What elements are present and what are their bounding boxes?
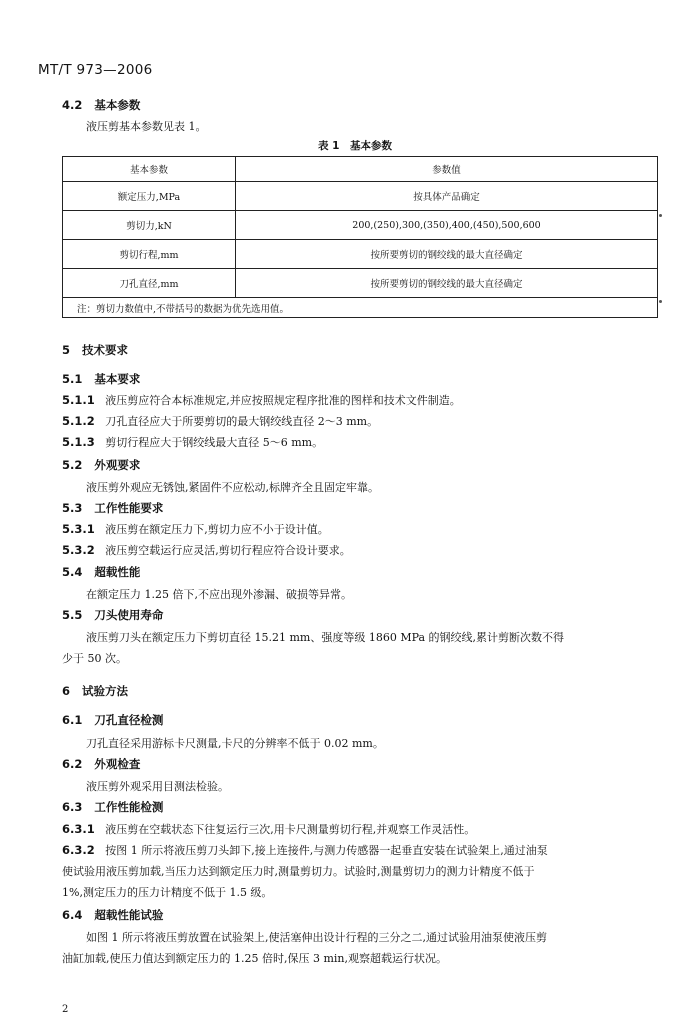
section-title: 超载性能试验 [94,908,164,922]
table-header-cell: 基本参数 [63,157,236,182]
section-6-2-text: 液压剪外观采用目测法检验。 [86,780,229,793]
clause-number: 6.3.1 [62,822,95,836]
table-cell: 剪切行程,mm [63,240,236,269]
clause-text: 剪切行程应大于钢绞线最大直径 5～6 mm。 [105,436,324,449]
table-header-cell: 参数值 [236,157,658,182]
table-cell: 刀孔直径,mm [63,269,236,298]
section-number: 5.4 [62,565,83,579]
clause-5-3-2 [62,542,351,558]
section-number: 6.2 [62,757,83,771]
table-note: 注：剪切力数值中,不带括号的数据为优先选用值。 [63,298,658,318]
section-number: 5.1 [62,372,83,386]
section-number: 5.5 [62,608,83,622]
section-4-2-heading [62,97,140,113]
table-row [63,269,658,298]
clause-6-3-2-line2: 使试验用液压剪加载,当压力达到额定压力时,测量剪切力。试验时,测量剪切力的测力计精度不低于 [62,865,535,878]
section-title: 外观检查 [94,757,141,771]
clause-number: 5.1.2 [62,414,95,428]
section-title: 超载性能 [94,565,141,579]
clause-5-1-3 [62,434,323,450]
table-cell: 额定压力,MPa [63,182,236,211]
section-number: 5 [62,343,71,357]
section-6-4-heading [62,907,163,923]
clause-text: 刀孔直径应大于所要剪切的最大钢绞线直径 2～3 mm。 [105,415,379,428]
section-title: 刀孔直径检测 [94,713,164,727]
section-6-4-text-line1: 如图 1 所示将液压剪放置在试验架上,使活塞伸出设计行程的三分之二,通过试验用油泵使液压剪 [86,931,547,944]
section-6-2-heading [62,756,140,772]
section-6-3-heading [62,799,163,815]
table-row [63,240,658,269]
section-number: 5.3 [62,501,83,515]
clause-number: 5.1.3 [62,435,95,449]
clause-number: 6.3.2 [62,843,95,857]
section-5-5-text-line1: 液压剪刀头在额定压力下剪切直径 15.21 mm、强度等级 1860 MPa 的钢绞线,累计剪断次数不得 [86,631,565,644]
clause-text: 液压剪在空载状态下往复运行三次,用卡尺测量剪切行程,并观察工作灵活性。 [105,823,476,836]
clause-6-3-2-line3: 1%,测定压力的压力计精度不低于 1.5 级。 [62,886,273,899]
section-number: 6 [62,684,71,698]
clause-text: 液压剪在额定压力下,剪切力应不小于设计值。 [105,523,329,536]
section-5-5-text-line2: 少于 50 次。 [62,652,127,665]
section-title: 基本参数 [94,98,141,112]
section-number: 6.3 [62,800,83,814]
clause-number: 5.3.2 [62,543,95,557]
section-title: 外观要求 [94,458,141,472]
section-5-2-heading [62,457,140,473]
section-6-1-text: 刀孔直径采用游标卡尺测量,卡尺的分辨率不低于 0.02 mm。 [86,737,384,750]
section-title: 工作性能检测 [94,800,164,814]
section-number: 6.4 [62,908,83,922]
section-title: 工作性能要求 [94,501,164,515]
section-title: 试验方法 [82,684,129,698]
section-title: 刀头使用寿命 [94,608,164,622]
table-note-row [63,298,658,318]
section-number: 6.1 [62,713,83,727]
table-caption: 表 1 基本参数 [318,140,392,152]
table-cell: 按所要剪切的钢绞线的最大直径确定 [236,269,658,298]
clause-text: 液压剪应符合本标准规定,并应按照规定程序批准的图样和技术文件制造。 [105,394,461,407]
section-6-heading [62,683,128,699]
page-number: 2 [62,1004,69,1015]
section-5-1-heading [62,371,140,387]
section-5-5-heading [62,607,163,623]
section-title: 技术要求 [82,343,129,357]
table-row [63,211,658,240]
table-header-row [63,157,658,182]
clause-6-3-1 [62,821,475,837]
section-title: 基本要求 [94,372,141,386]
scan-artifact [659,300,662,303]
section-5-3-heading [62,500,163,516]
clause-5-1-1 [62,392,461,408]
clause-number: 5.1.1 [62,393,95,407]
section-number: 4.2 [62,98,83,112]
clause-number: 5.3.1 [62,522,95,536]
table-cell: 剪切力,kN [63,211,236,240]
standard-id: MT/T 973—2006 [38,62,153,78]
clause-text-line1: 按图 1 所示将液压剪刀头卸下,接上连接件,与测力传感器一起垂直安装在试验架上,通过油泵 [105,844,548,857]
clause-6-3-2 [62,842,548,858]
table-row [63,182,658,211]
clause-5-3-1 [62,521,329,537]
section-number: 5.2 [62,458,83,472]
table-cell: 200,(250),300,(350),400,(450),500,600 [236,211,658,240]
scan-artifact [659,214,662,217]
section-6-1-heading [62,712,163,728]
section-5-4-heading [62,564,140,580]
parameters-table [62,156,658,318]
table-cell: 按所要剪切的钢绞线的最大直径确定 [236,240,658,269]
table-cell: 按具体产品确定 [236,182,658,211]
clause-5-1-2 [62,413,378,429]
section-4-2-text: 液压剪基本参数见表 1。 [86,120,207,133]
section-5-4-text: 在额定压力 1.25 倍下,不应出现外渗漏、破损等异常。 [86,588,352,601]
section-6-4-text-line2: 油缸加载,使压力值达到额定压力的 1.25 倍时,保压 3 min,观察超载运行状况。 [62,952,447,965]
clause-text: 液压剪空载运行应灵活,剪切行程应符合设计要求。 [105,544,351,557]
section-5-2-text: 液压剪外观应无锈蚀,紧固件不应松动,标牌齐全且固定牢靠。 [86,481,379,494]
section-5-heading [62,342,128,358]
